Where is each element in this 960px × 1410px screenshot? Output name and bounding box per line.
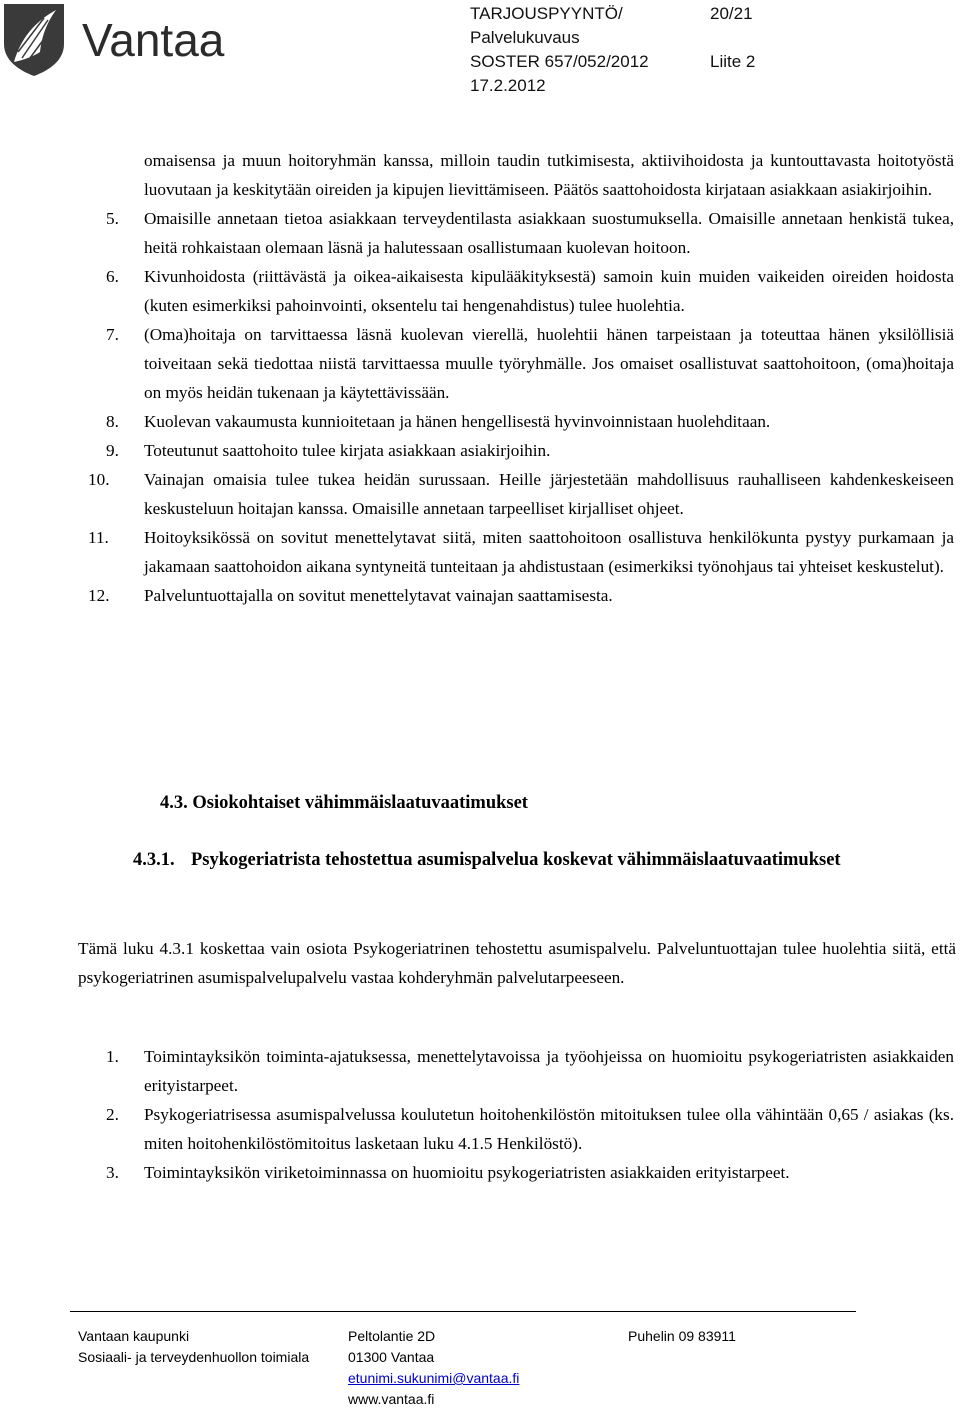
attachment-label: Liite 2 (710, 52, 756, 71)
list-item (78, 465, 954, 523)
footer-divider (70, 1311, 856, 1312)
footer-email-link[interactable]: etunimi.sukunimi@vantaa.fi (348, 1370, 520, 1386)
requirements-list (78, 1042, 958, 1187)
list-item-text: Psykogeriatrisessa asumispalvelussa koulutetun hoitohenkilöstön mitoituksen tulee olla vähintään 0,65 / asiakas (ks. miten hoitohenkilöstömitoitus lasketaan luku 4.1.5 Henkilöstö). (144, 1105, 954, 1153)
footer-phone-column (628, 1326, 736, 1347)
logo-wordmark: Vantaa (82, 14, 225, 66)
list-item-text: Toteutunut saattohoito tulee kirjata asiakkaan asiakirjoihin. (144, 441, 551, 460)
list-item (78, 320, 954, 407)
subsection-heading (133, 845, 953, 875)
intro-paragraph: omaisensa ja muun hoitoryhmän kanssa, milloin taudin tutkimisesta, aktiivihoidosta ja kuntouttavasta hoitotyöstä luovutaan ja keskitytään oireiden ja kipujen lievittämiseen. Päätös saattohoidosta kirjataan asiakkaan asiakirjoihin. (144, 151, 954, 199)
footer-phone: Puhelin 09 83911 (628, 1328, 736, 1344)
page-number: 20/21 (710, 4, 753, 23)
list-item (78, 1158, 954, 1187)
list-item-number: 11. (88, 528, 109, 547)
list-item-text: Palveluntuottajalla on sovitut menettelytavat vainajan saattamisesta. (144, 586, 613, 605)
doc-reference: SOSTER 657/052/2012 (470, 52, 649, 71)
list-item-text: Vainajan omaisia tulee tukea heidän surussaan. Heille järjestetään mahdollisuus rauhalliseen kahdenkeskeiseen keskusteluun hoitajan kanssa. Omaisille annetaan tarpeelliset kirjalliset ohjeet. (144, 470, 954, 518)
list-item-number: 3. (106, 1163, 119, 1182)
list-item (78, 1100, 954, 1158)
list-item-number: 12. (88, 586, 110, 605)
body-text (78, 146, 958, 610)
list-item (78, 262, 954, 320)
document-header (470, 2, 950, 98)
list-item-number: 5. (106, 209, 119, 228)
doc-date: 17.2.2012 (470, 76, 546, 95)
list-item-text: Kuolevan vakaumusta kunnioitetaan ja hänen hengellisestä hyvinvoinnistaan huolehditaan. (144, 412, 771, 431)
list-item (78, 204, 954, 262)
doc-type: TARJOUSPYYNTÖ/ (470, 4, 623, 23)
section-heading: 4.3. Osiokohtaiset vähimmäislaatuvaatimukset (160, 793, 528, 813)
list-item (78, 581, 954, 610)
subsection-number: 4.3.1. (133, 850, 175, 870)
list-item-number: 10. (88, 470, 110, 489)
list-item-text: Omaisille annetaan tietoa asiakkaan terveydentilasta asiakkaan suostumuksella. Omaisille annetaan henkistä tukea, heitä rohkaistaan olemaan läsnä ja halutessaan osallistumaan kuolevan hoitoon. (144, 209, 954, 257)
footer-org-column (78, 1326, 309, 1368)
list-item-number: 9. (106, 441, 119, 460)
footer-street: Peltolantie 2D (348, 1328, 436, 1344)
subsection-title: Psykogeriatrista tehostettua asumispalvelua koskevat vähimmäislaatuvaatimukset (191, 850, 841, 870)
requirements-numbered-list (78, 1042, 958, 1187)
list-item-text: Toimintayksikön viriketoiminnassa on huomioitu psykogeriatristen asiakkaiden erityistarpeet. (144, 1163, 790, 1182)
footer-dept: Sosiaali- ja terveydenhuollon toimiala (78, 1349, 310, 1365)
vantaa-coat-of-arms-icon (0, 0, 280, 80)
list-item (78, 523, 954, 581)
vantaa-logo (0, 0, 280, 80)
section-intro: Tämä luku 4.3.1 koskettaa vain osiota Psykogeriatrinen tehostettu asumispalvelu. Palveluntuottajan tulee huolehtia siitä, että psykogeriatrinen asumispalvelupalvelu vastaa kohderyhmän palvelutarpeeseen. (78, 939, 956, 987)
list-item-text: Kivunhoidosta (riittävästä ja oikea-aikaisesta kipulääkityksestä) samoin kuin muiden vaikeiden oireiden hoidosta (kuten esimerkiksi pahoinvointi, oksentelu tai hengenahdistus) tulee huolehtia. (144, 267, 954, 315)
footer-postal: 01300 Vantaa (348, 1349, 435, 1365)
list-item-number: 1. (106, 1047, 119, 1066)
footer-address-column (348, 1326, 519, 1410)
list-item (78, 1042, 954, 1100)
list-item-text: Hoitoyksikössä on sovitut menettelytavat siitä, miten saattohoitoon osallistuva henkilökunta pystyy purkamaan ja jakamaan saattohoidon aikana syntyneitä tunteitaan ja ahdistustaan (esimerkiksi työnohjaus tai yhteiset keskustelut). (144, 528, 954, 576)
footer-org: Vantaan kaupunki (78, 1328, 190, 1344)
list-item-number: 8. (106, 412, 119, 431)
list-item-number: 2. (106, 1105, 119, 1124)
numbered-list (78, 204, 958, 610)
list-item (78, 436, 954, 465)
list-item-text: Toimintayksikön toiminta-ajatuksessa, menettelytavoissa ja työohjeissa on huomioitu psykogeriatristen asiakkaiden erityistarpeet. (144, 1047, 954, 1095)
list-item-number: 6. (106, 267, 119, 286)
list-item-number: 7. (106, 325, 119, 344)
list-item-text: (Oma)hoitaja on tarvittaessa läsnä kuolevan vierellä, huolehtii hänen tarpeistaan ja toteuttaa hänen yksilöllisiä toiveitaan sekä tiedottaa niistä tarvittaessa muulle työryhmälle. Jos omaiset osallistuvat saattohoitoon, (oma)hoitaja on myös heidän tukenaan ja käytettävissään. (144, 325, 954, 402)
list-item (78, 407, 954, 436)
footer-web[interactable]: www.vantaa.fi (348, 1391, 435, 1407)
doc-subtitle: Palvelukuvaus (470, 28, 580, 47)
